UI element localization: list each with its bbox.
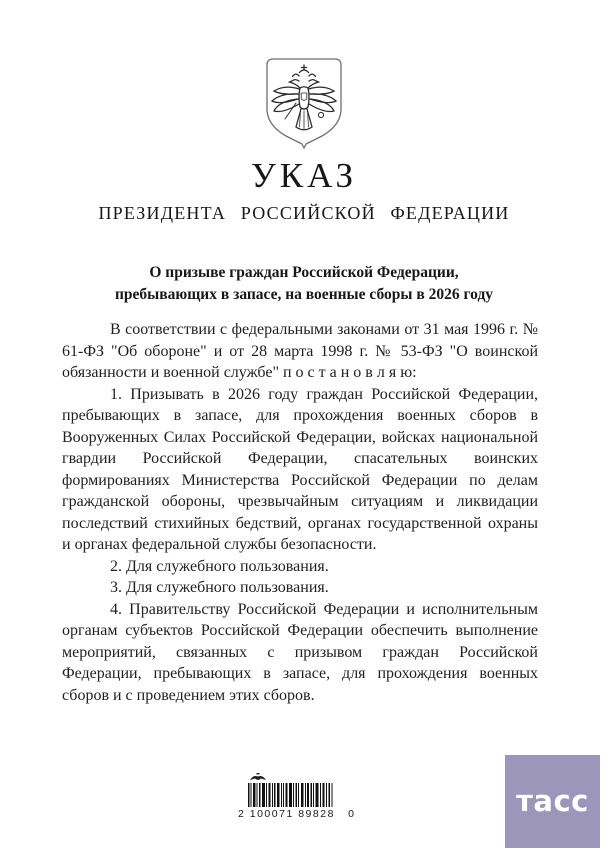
tass-logo-text: тасс	[516, 784, 589, 818]
document-title	[44, 262, 564, 306]
tass-watermark-logo	[505, 755, 600, 848]
document-title-line-2: пребывающих в запасе, на военные сборы в 2026 году	[114, 286, 494, 303]
barcode-block	[238, 772, 356, 820]
document-body	[62, 319, 538, 706]
barcode-icon	[248, 783, 334, 807]
paragraph-item-1: 1. Призывать в 2026 году граждан Российской Федерации, пребывающих в запасе, для прохождения военных сборов в Вооруженных Силах Российской Федерации, войсках национальной гвардии Российской Федерации, спасательных воинских формированиях Министерства Российской Федерации по делам гражданской обороны, чрезвычайным ситуациям и ликвидации последствий стихийных бедствий, органах государственной охраны и органах федеральной службы безопасности.	[62, 385, 538, 553]
document-title-line-1: О призыве граждан Российской Федерации,	[149, 264, 459, 281]
paragraph-item-3: 3. Для служебного пользования.	[110, 579, 329, 596]
document-type-heading: УКАЗ	[250, 156, 358, 195]
barcode-number: 2 100071 89828 0	[238, 808, 356, 820]
coat-of-arms-icon	[265, 57, 343, 149]
issuer-heading: ПРЕЗИДЕНТА РОССИЙСКОЙ ФЕДЕРАЦИИ	[98, 203, 510, 223]
paragraph-item-4: 4. Правительству Российской Федерации и исполнительным органам субъектов Российской Федерации обеспечить выполнение мероприятий, связанных с призывом граждан Российской Федерации, пребывающих в запасе, для прохождения военных сборов и с проведением этих сборов.	[62, 600, 538, 704]
paragraph-preamble: В соответствии с федеральными законами от 31 мая 1996 г. № 61-ФЗ "Об обороне" и от 28 марта 1998 г. № 53-ФЗ "О воинской обязанности и военной службе" п о с т а н о в л я ю:	[62, 321, 538, 381]
paragraph-item-2: 2. Для служебного пользования.	[110, 557, 329, 575]
double-headed-eagle-shield-icon	[265, 57, 343, 149]
mini-eagle-icon	[248, 772, 268, 783]
